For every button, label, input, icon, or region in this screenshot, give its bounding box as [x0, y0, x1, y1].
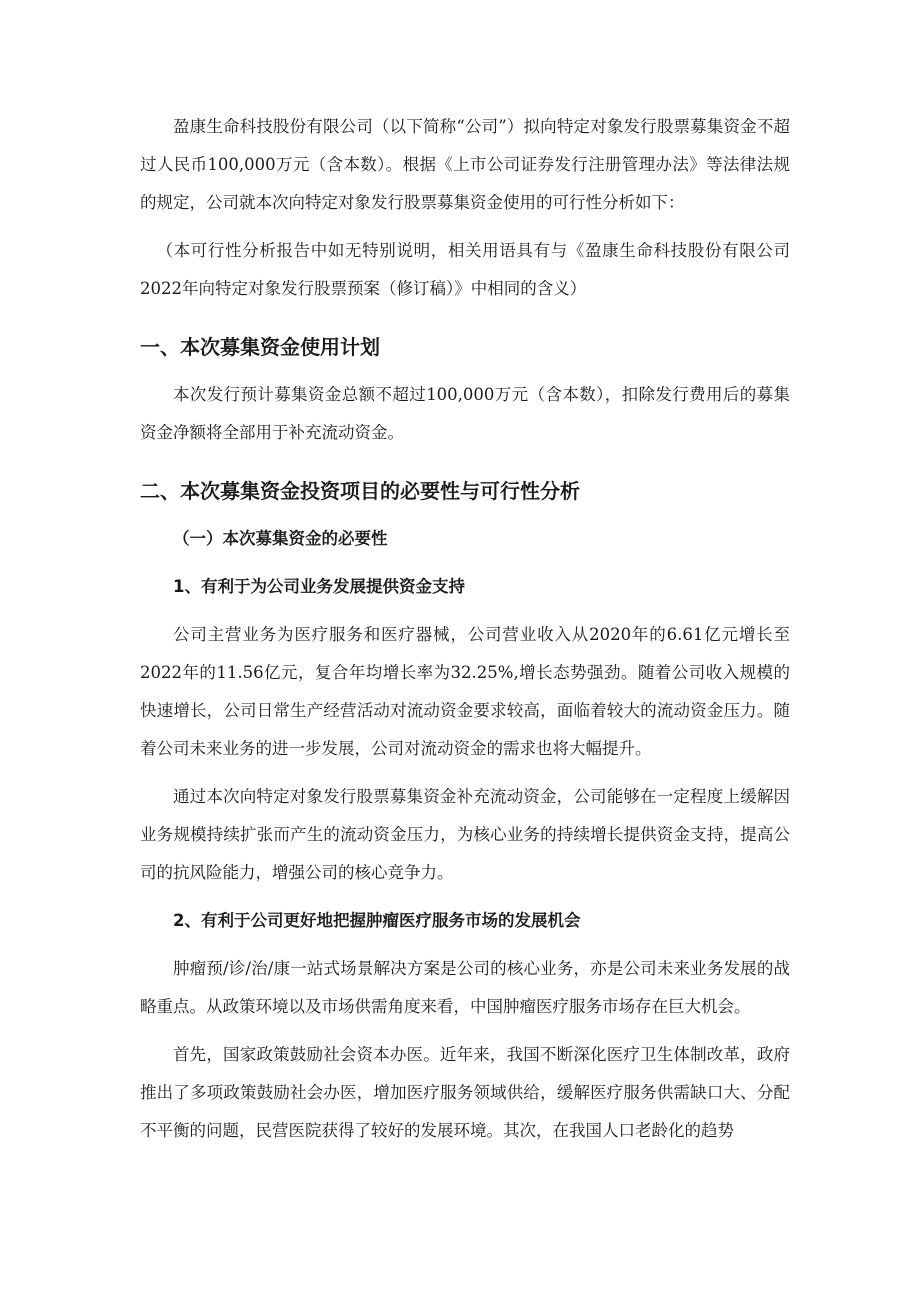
item-2-paragraph-2: 首先，国家政策鼓励社会资本办医。近年来，我国不断深化医疗卫生体制改革，政府推出了多项政策鼓励社会办医，增加医疗服务领域供给，缓解医疗服务供需缺口大、分配不平衡的问题，民营医院获得了较好的发展环境。其次，在我国人口老龄化的趋势	[140, 1045, 790, 1140]
item-1-paragraph-1: 公司主营业务为医疗服务和医疗器械，公司营业收入从2020年的6.61亿元增长至2022年的11.56亿元，复合年均增长率为32.25%,增长态势强劲。随着公司收入规模的快速增长，公司日常生产经营活动对流动资金要求较高，面临着较大的流动资金压力。随着公司未来业务的进一步发展，公司对流动资金的需求也将大幅提升。	[140, 625, 790, 758]
section-1-paragraph: 本次发行预计募集资金总额不超过100,000万元（含本数），扣除发行费用后的募集资金净额将全部用于补充流动资金。	[140, 385, 790, 442]
document-page	[140, 108, 790, 1150]
section-1-heading: 一、本次募集资金使用计划	[140, 335, 380, 359]
item-2-paragraph-1: 肿瘤预/诊/治/康一站式场景解决方案是公司的核心业务，亦是公司未来业务发展的战略重点。从政策环境以及市场供需角度来看，中国肿瘤医疗服务市场存在巨大机会。	[140, 959, 790, 1016]
section-2-heading: 二、本次募集资金投资项目的必要性与可行性分析	[140, 479, 580, 503]
subsection-necessity-heading: （一）本次募集资金的必要性	[173, 529, 388, 548]
item-1-paragraph-2: 通过本次向特定对象发行股票募集资金补充流动资金，公司能够在一定程度上缓解因业务规模持续扩张而产生的流动资金压力，为核心业务的持续增长提供资金支持，提高公司的抗风险能力，增强公司的核心竞争力。	[140, 787, 790, 882]
intro-paragraph: 盈康生命科技股份有限公司（以下简称“公司”）拟向特定对象发行股票募集资金不超过人民币100,000万元（含本数）。根据《上市公司证券发行注册管理办法》等法律法规的规定，公司就本次向特定对象发行股票募集资金使用的可行性分析如下：	[140, 117, 790, 212]
item-2-heading: 2、有利于公司更好地把握肿瘤医疗服务市场的发展机会	[173, 911, 581, 930]
item-1-heading: 1、有利于为公司业务发展提供资金支持	[173, 577, 465, 596]
terminology-note: （本可行性分析报告中如无特别说明，相关用语具有与《盈康生命科技股份有限公司2022年向特定对象发行股票预案（修订稿）》中相同的含义）	[140, 241, 790, 298]
